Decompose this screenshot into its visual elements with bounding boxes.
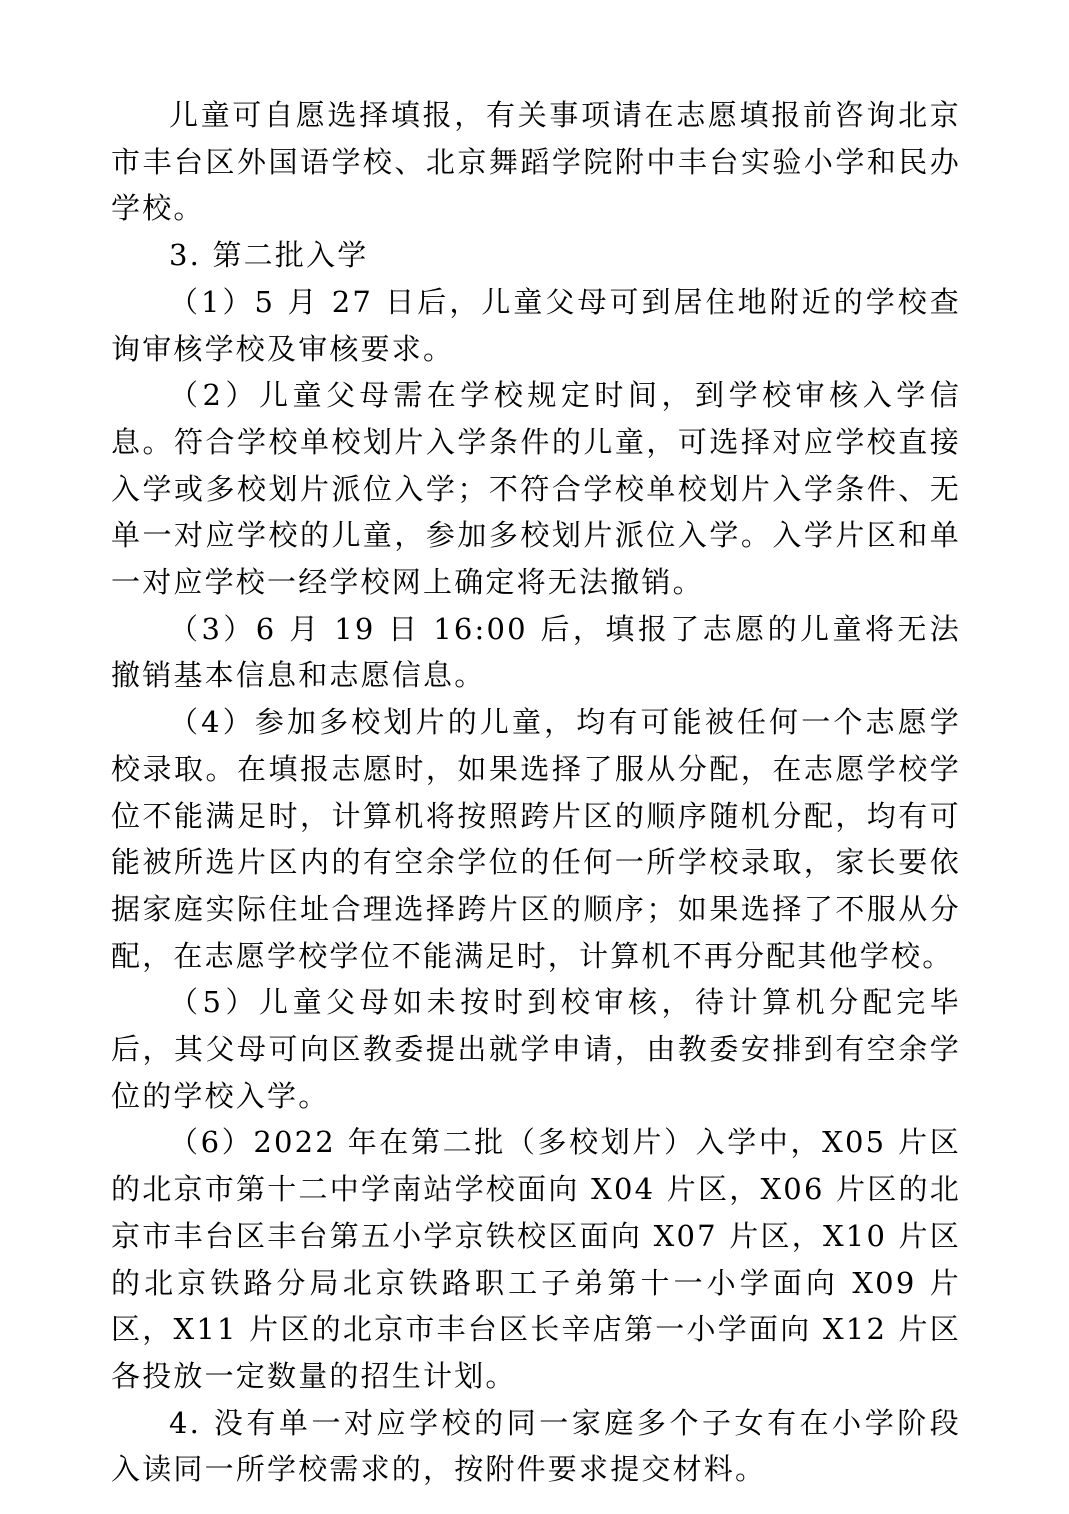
paragraph-item-3: （3）6 月 19 日 16:00 后，填报了志愿的儿童将无法撤销基本信息和志愿信息。 (111, 611, 961, 693)
paragraph-item-1: （1）5 月 27 日后，儿童父母可到居住地附近的学校查询审核学校及审核要求。 (111, 284, 961, 366)
section-heading-second-batch: 3. 第二批入学 (169, 238, 369, 273)
paragraph-item-6: （6）2022 年在第二批（多校划片）入学中，X05 片区的北京市第十二中学南站学校面向 X04 片区，X06 片区的北京市丰台区丰台第五小学京铁校区面向 X07 片区，X10 片区的北京铁路分局北京铁路职工子弟第十一小学面向 X09 片区，X11 片区的北京市丰台区长辛店第一小学面向 X12 片区各投放一定数量的招生计划。 (111, 1125, 961, 1393)
document-body (111, 92, 961, 1493)
paragraph-item-4: （4）参加多校划片的儿童，均有可能被任何一个志愿学校录取。在填报志愿时，如果选择了服从分配，在志愿学校学位不能满足时，计算机将按照跨片区的顺序随机分配，均有可能被所选片区内的有空余学位的任何一所学校录取，家长要依据家庭实际住址合理选择跨片区的顺序；如果选择了不服从分配，在志愿学校学位不能满足时，计算机不再分配其他学校。 (111, 705, 961, 973)
paragraph-section-4: 4. 没有单一对应学校的同一家庭多个子女有在小学阶段入读同一所学校需求的，按附件要求提交材料。 (111, 1405, 961, 1487)
paragraph-continuation: 儿童可自愿选择填报，有关事项请在志愿填报前咨询北京市丰台区外国语学校、北京舞蹈学院附中丰台实验小学和民办学校。 (111, 98, 961, 226)
paragraph-item-5: （5）儿童父母如未按时到校审核，待计算机分配完毕后，其父母可向区教委提出就学申请，由教委安排到有空余学位的学校入学。 (111, 985, 961, 1113)
paragraph-item-2: （2）儿童父母需在学校规定时间，到学校审核入学信息。符合学校单校划片入学条件的儿童，可选择对应学校直接入学或多校划片派位入学；不符合学校单校划片入学条件、无单一对应学校的儿童，参加多校划片派位入学。入学片区和单一对应学校一经学校网上确定将无法撤销。 (111, 378, 961, 600)
